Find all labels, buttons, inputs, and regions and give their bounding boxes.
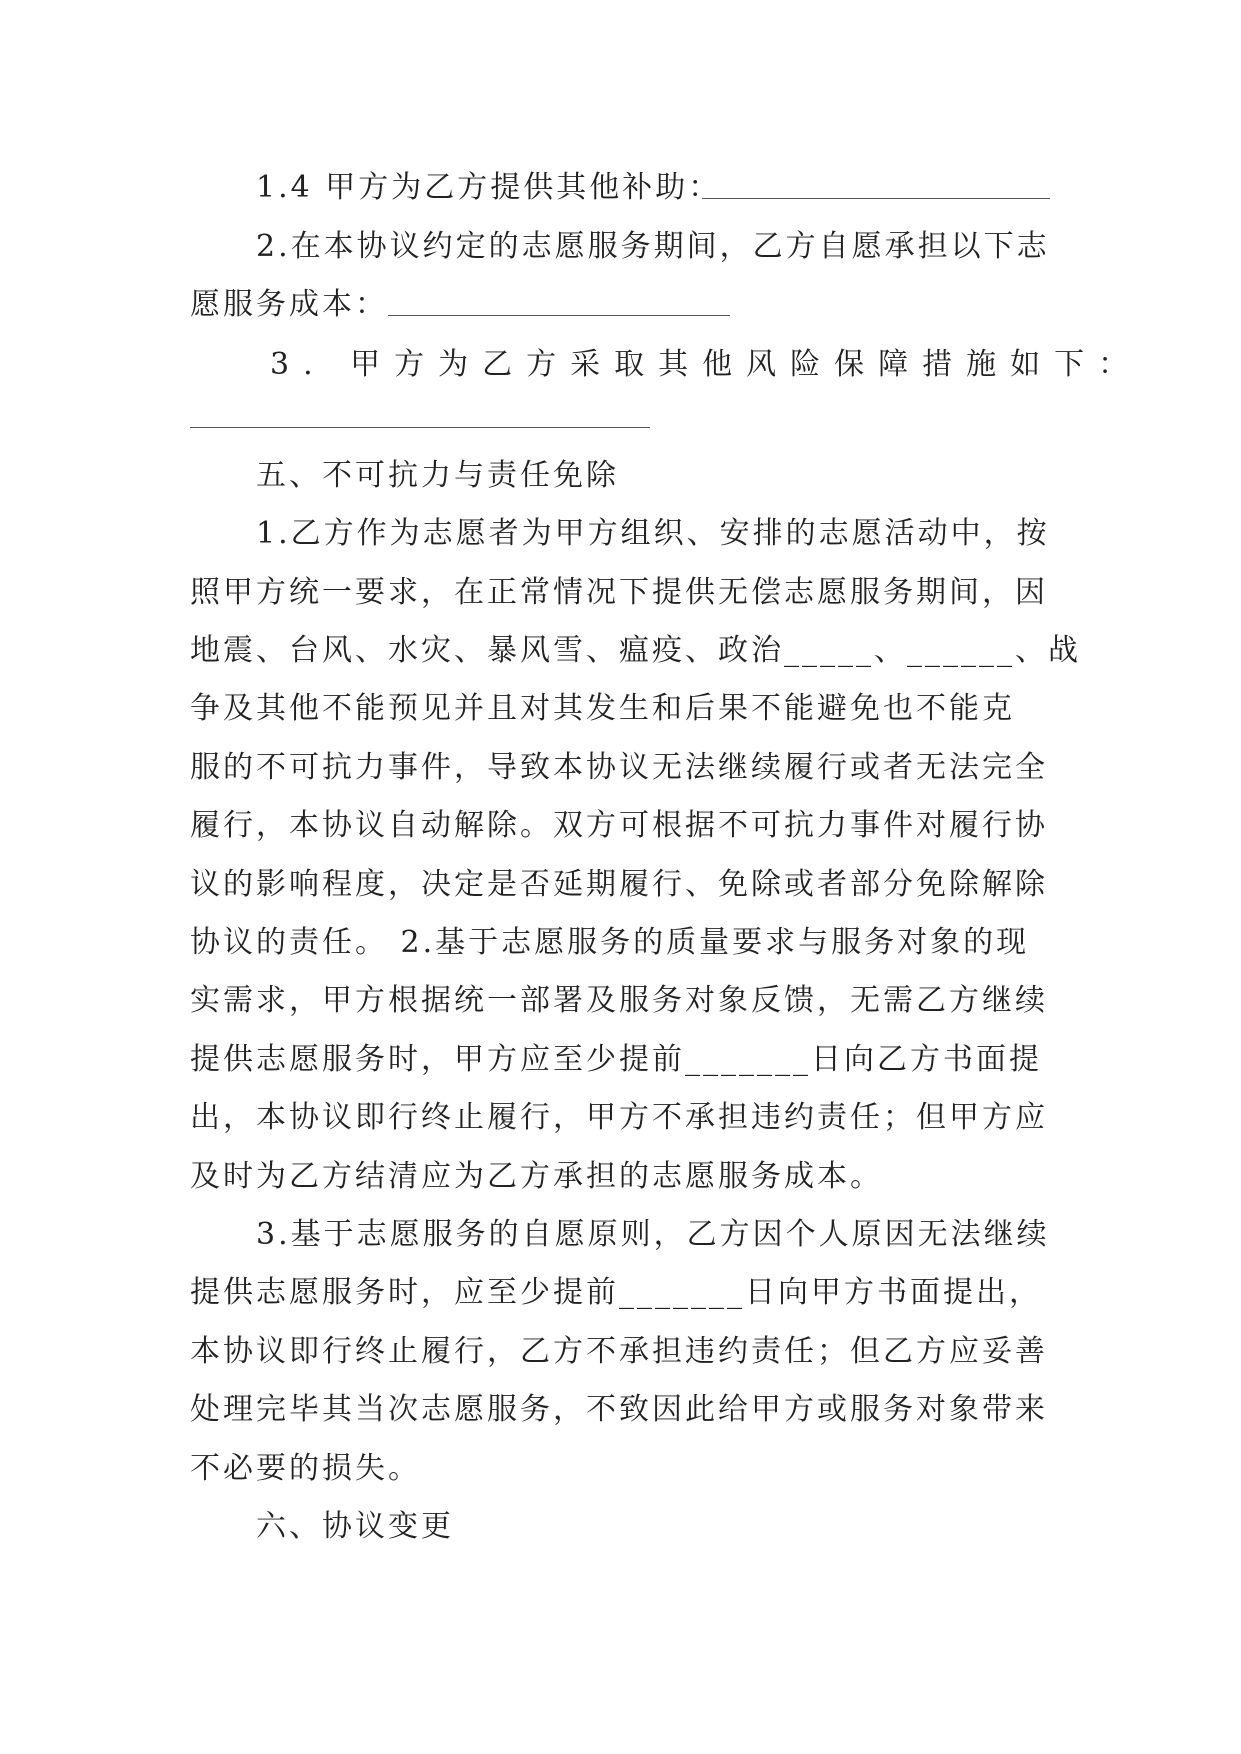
text-line-3: 愿服务成本： <box>190 287 388 322</box>
text-line-9: 争及其他不能预见并且对其发生和后果不能避免也不能克 <box>190 691 1015 726</box>
text-line-17: 及时为乙方结清应为乙方承担的志愿服务成本。 <box>190 1159 883 1194</box>
text-line-22: 不必要的损失。 <box>190 1451 421 1486</box>
blank-line-1 <box>702 198 1050 199</box>
text-line-18: 3.基于志愿服务的自愿原则，乙方因个人原因无法继续 <box>256 1217 1050 1252</box>
text-line-1: 1.4 甲方为乙方提供其他补助： <box>256 170 722 205</box>
text-line-21: 处理完毕其当次志愿服务，不致因此给甲方或服务对象带来 <box>190 1392 1048 1427</box>
text-line-10: 服的不可抗力事件，导致本协议无法继续履行或者无法完全 <box>190 750 1048 785</box>
section-heading-6: 六、协议变更 <box>256 1509 454 1544</box>
text-line-16: 出，本协议即行终止履行，甲方不承担违约责任；但甲方应 <box>190 1100 1048 1135</box>
text-line-6: 1.乙方作为志愿者为甲方组织、安排的志愿活动中，按 <box>256 516 1050 551</box>
text-line-20: 本协议即行终止履行，乙方不承担违约责任；但乙方应妥善 <box>190 1334 1048 1369</box>
text-line-13: 协议的责任。 2.基于志愿服务的质量要求与服务对象的现 <box>190 925 1030 960</box>
text-line-12: 议的影响程度，决定是否延期履行、免除或者部分免除解除 <box>190 867 1048 902</box>
text-line-11: 履行，本协议自动解除。双方可根据不可抗力事件对履行协 <box>190 808 1048 843</box>
text-line-4: 3. 甲方为乙方采取其他风险保障措施如下： <box>270 347 1143 382</box>
blank-line-3 <box>190 427 650 428</box>
text-line-8: 地震、台风、水灾、暴风雪、瘟疫、政治_____、______、战 <box>190 633 1081 668</box>
section-heading-5: 五、不可抗力与责任免除 <box>256 458 619 493</box>
text-line-19: 提供志愿服务时，应至少提前_______日向甲方书面提出， <box>190 1275 1042 1310</box>
text-line-7: 照甲方统一要求，在正常情况下提供无偿志愿服务期间，因 <box>190 575 1048 610</box>
blank-line-2 <box>388 315 730 316</box>
text-line-14: 实需求，甲方根据统一部署及服务对象反馈，无需乙方继续 <box>190 983 1048 1018</box>
text-line-15: 提供志愿服务时，甲方应至少提前_______日向乙方书面提 <box>190 1042 1042 1077</box>
text-line-2: 2.在本协议约定的志愿服务期间，乙方自愿承担以下志 <box>256 229 1050 264</box>
